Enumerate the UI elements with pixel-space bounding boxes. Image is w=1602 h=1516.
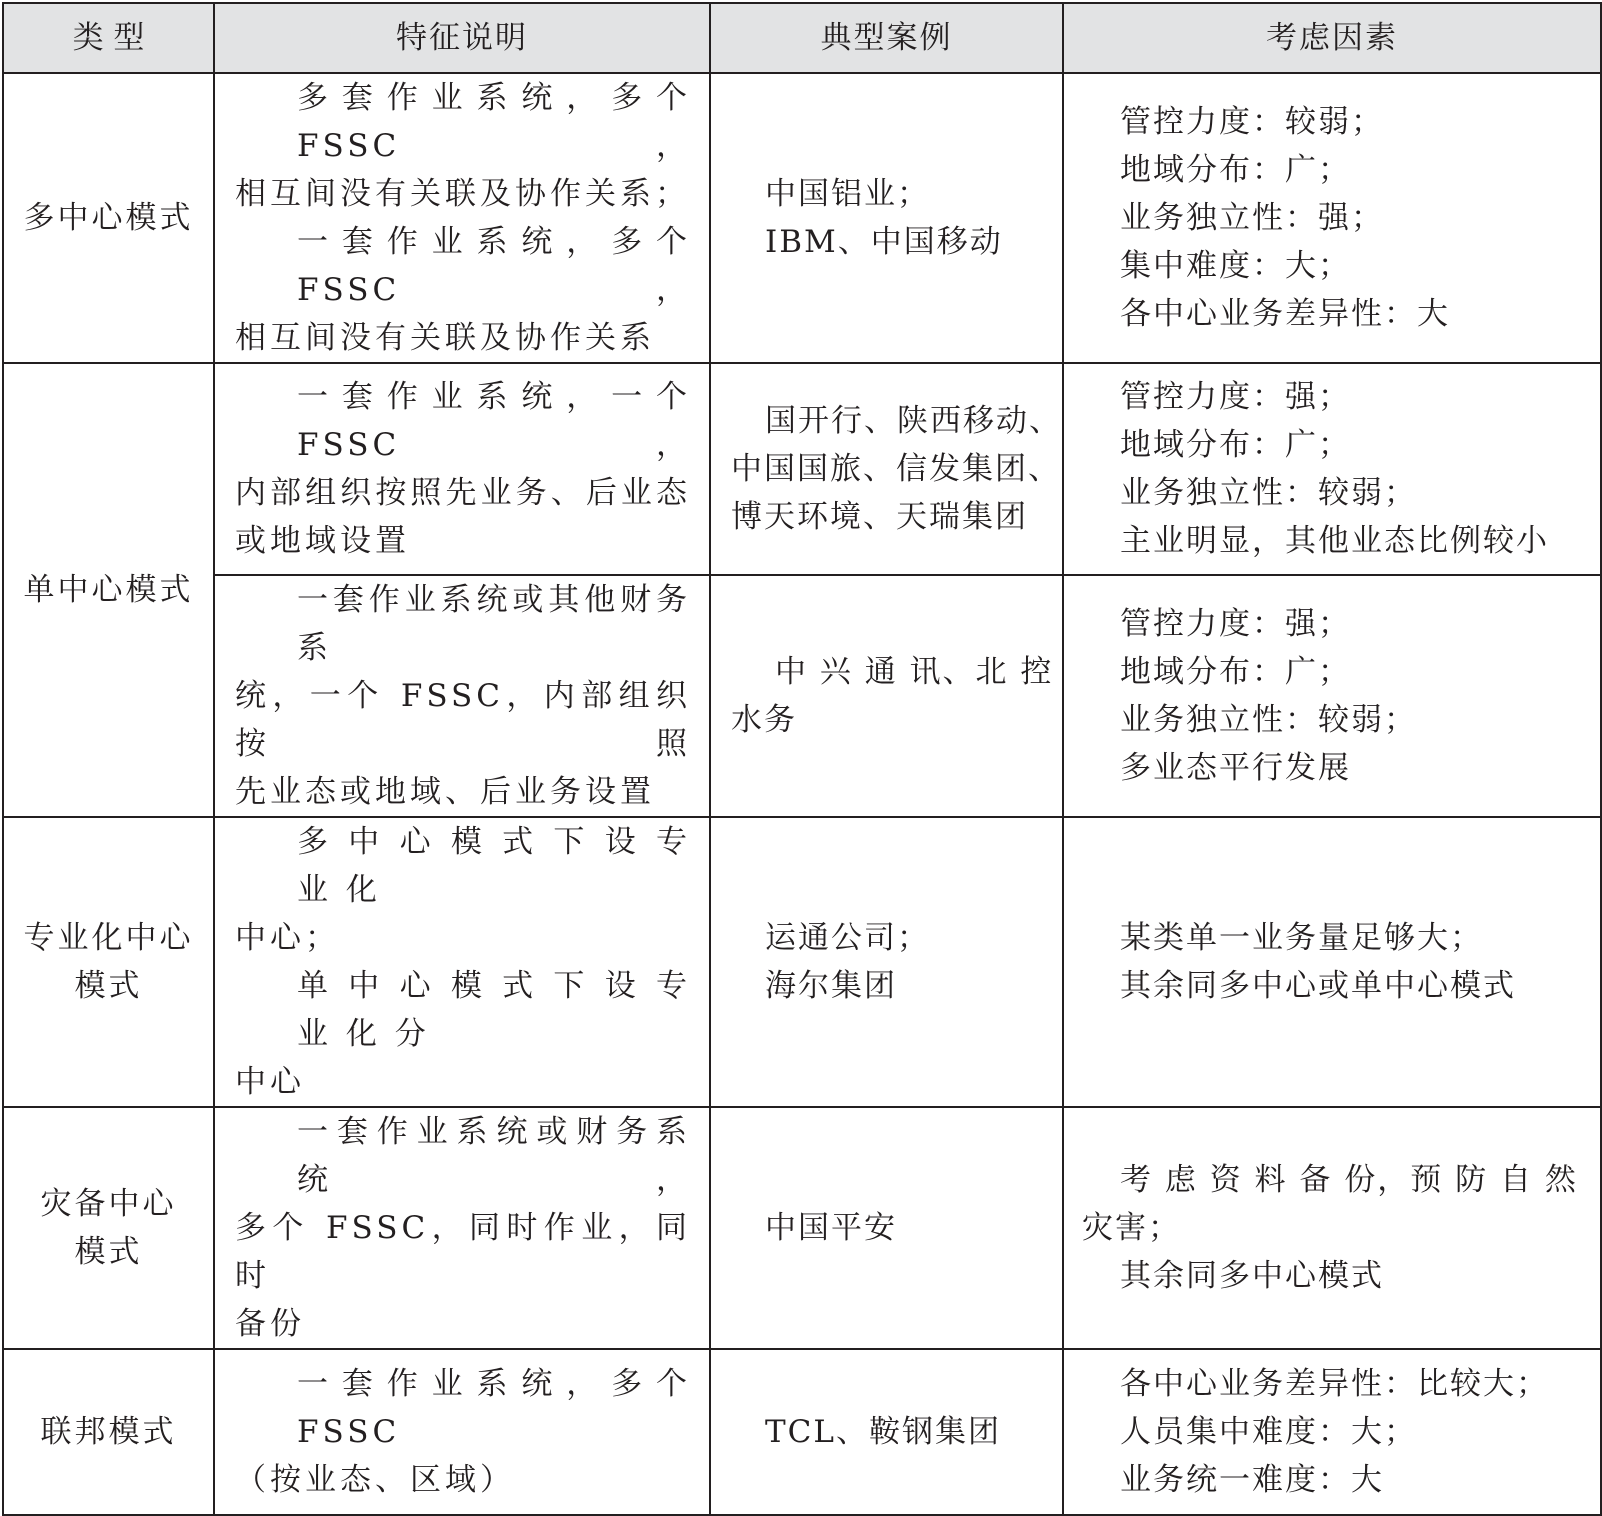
description-line: 一套作业系统，多个 FSSC [297,1366,691,1450]
case-line: 运通公司； [765,920,930,956]
case-line: 水务 [731,702,797,738]
cases-cell [710,363,1063,575]
cases-cell [710,575,1063,817]
case-line: 国开行、陕西移动、 [765,403,1062,439]
description-cell [214,817,710,1107]
table-row [3,1349,1601,1515]
description-line: 先业态或地域、后业务设置 [235,774,655,810]
factor-line: 其余同多中心或单中心模式 [1120,968,1516,1004]
cases-cell [710,817,1063,1107]
description-line: 统，一个 FSSC，内部组织按照 [235,678,691,762]
factor-line: 各中心业务差异性：比较大； [1120,1366,1549,1402]
fssc-mode-table [2,2,1602,1516]
factor-line: 业务独立性：强； [1120,200,1384,236]
factor-line: 人员集中难度：大； [1120,1414,1417,1450]
type-line: 模式 [74,1234,143,1270]
cases-cell [710,1349,1063,1515]
table-row [3,363,1601,575]
table-row [3,575,1601,817]
description-line: （按业态、区域） [235,1462,515,1498]
factor-line: 地域分布：广； [1120,152,1351,188]
header-cases: 典型案例 [710,3,1063,73]
factor-line: 灾害； [1082,1210,1181,1246]
factors-cell [1063,363,1601,575]
description-line: 内部组织按照先业务、后业态 [235,475,691,511]
table-row [3,1107,1601,1349]
factor-line: 各中心业务差异性：大 [1120,296,1450,332]
factor-line: 其余同多中心模式 [1120,1258,1384,1294]
description-line: 一套作业系统，多个 FSSC， [297,224,691,308]
description-cell [214,73,710,363]
header-factors: 考虑因素 [1063,3,1601,73]
table-header-row [3,3,1601,73]
type-cell [3,1107,214,1349]
description-line: 中心； [235,920,340,956]
type-line: 专业化中心 [23,920,194,956]
description-line: 相互间没有关联及协作关系 [235,320,655,356]
factors-cell [1063,817,1601,1107]
case-line: 中国平安 [765,1210,897,1246]
case-line: 博天环境、天瑞集团 [731,499,1028,535]
header-description: 特征说明 [214,3,710,73]
description-cell [214,1349,710,1515]
type-cell: 联邦模式 [3,1349,214,1515]
factor-line: 某类单一业务量足够大； [1120,920,1483,956]
description-cell [214,1107,710,1349]
header-type: 类 型 [3,3,214,73]
factor-line: 管控力度：较弱； [1120,104,1384,140]
case-line: 中国铝业； [765,176,930,212]
table-row [3,73,1601,363]
table-row [3,817,1601,1107]
type-cell [3,817,214,1107]
factor-line: 主业明显，其他业态比例较小 [1120,523,1549,559]
cases-cell [710,73,1063,363]
type-line: 灾备中心 [40,1186,177,1222]
case-line: TCL、鞍钢集团 [765,1414,1001,1450]
description-line: 多 中 心 模 式 下 设 专 业 化 [297,824,691,908]
factor-line: 集中难度：大； [1120,248,1351,284]
factor-line: 多业态平行发展 [1120,750,1351,786]
description-line: 多套作业系统，多个 FSSC， [297,80,691,164]
factor-line: 业务独立性：较弱； [1120,475,1417,511]
factors-cell [1063,1349,1601,1515]
case-line: 中国国旅、信发集团、 [731,451,1061,487]
case-line: 海尔集团 [765,968,897,1004]
factor-line: 业务独立性：较弱； [1120,702,1417,738]
type-cell: 多中心模式 [3,73,214,363]
cases-cell [710,1107,1063,1349]
description-cell [214,363,710,575]
description-line: 一套作业系统，一个 FSSC， [297,379,691,463]
factor-line: 地域分布：广； [1120,427,1351,463]
type-line: 模式 [74,968,143,1004]
description-line: 相互间没有关联及协作关系； [235,176,690,212]
case-line: IBM、中国移动 [765,224,1003,260]
description-line: 一套作业系统或其他财务系 [297,582,691,666]
factors-cell [1063,73,1601,363]
description-line: 或地域设置 [235,523,410,559]
factor-line: 管控力度：强； [1120,379,1351,415]
description-line: 中心 [235,1064,305,1100]
description-cell [214,575,710,817]
factor-line: 考 虑 资 料 备 份，预 防 自 然 [1120,1162,1578,1198]
factor-line: 地域分布：广； [1120,654,1351,690]
type-cell: 单中心模式 [3,363,214,817]
description-line: 多个 FSSC，同时作业，同时 [235,1210,691,1294]
description-line: 一套作业系统或财务系统， [297,1114,691,1198]
case-line: 中 兴 通 讯、北 控 [775,654,1054,690]
factor-line: 业务统一难度：大 [1120,1462,1384,1498]
factor-line: 管控力度：强； [1120,606,1351,642]
description-line: 备份 [235,1306,305,1342]
description-line: 单 中 心 模 式 下 设 专 业 化 分 [297,968,691,1052]
factors-cell [1063,575,1601,817]
factors-cell [1063,1107,1601,1349]
